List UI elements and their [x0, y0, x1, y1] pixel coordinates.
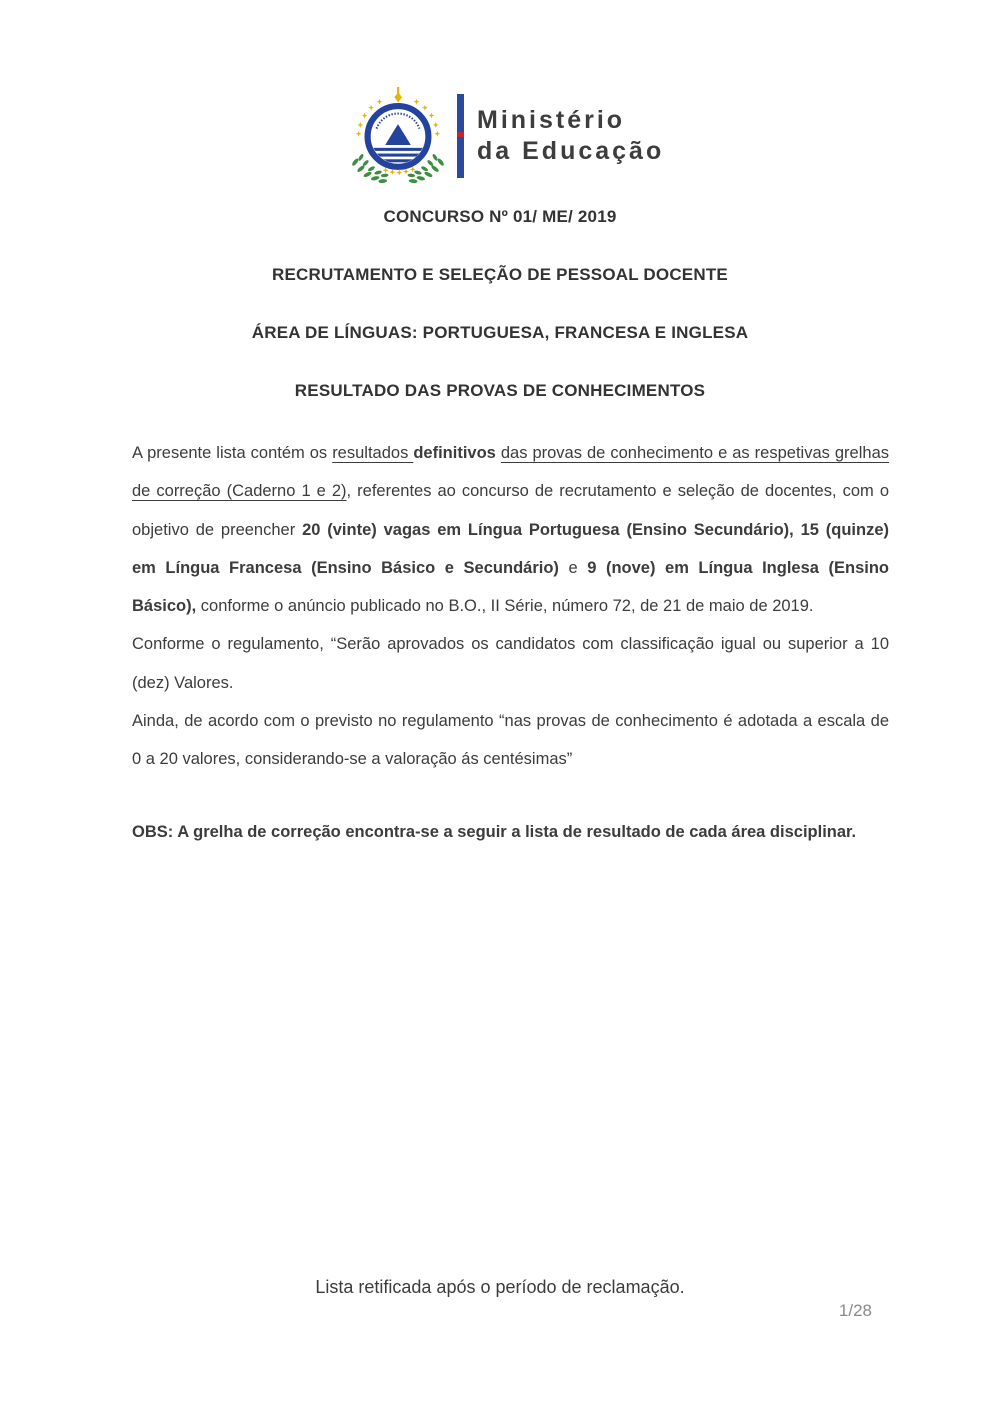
document-body — [132, 434, 889, 851]
paragraph-regulation-approval: Conforme o regulamento, “Serão aprovados os candidatos com classificação igual ou superior a 10 (dez) Valores. — [132, 635, 889, 692]
paragraph-obs: OBS: A grelha de correção encontra-se a seguir a lista de resultado de cada área disciplinar. — [132, 822, 857, 841]
page-number: 1/28 — [838, 1301, 872, 1320]
heading-resultado: RESULTADO DAS PROVAS DE CONHECIMENTOS — [294, 381, 706, 400]
plumb-bob-icon — [394, 87, 402, 102]
ministry-name — [477, 105, 664, 167]
ministry-name-line2: da Educação — [477, 136, 665, 165]
ministry-name-line1: Ministério — [477, 105, 626, 134]
heading-concurso: CONCURSO Nº 01/ ME/ 2019 — [383, 207, 617, 226]
cape-verde-emblem-icon — [341, 86, 455, 185]
paragraph-intro: A presente lista contém os resultados definitivos das provas de conhecimento e as respetivas grelhas de correção (Caderno 1 e 2), referentes ao concurso de recrutamento e seleção de docentes, com o objetivo de preencher 20 (vinte) vagas em Língua Portuguesa (Ensino Secundário), 15 (quinze) em Língua Francesa (Ensino Básico e Secundário) e 9 (nove) em Língua Inglesa (Ensino Básico), conforme o anúncio publicado no B.O., II Série, número 72, de 21 de maio de 2019. — [132, 444, 890, 616]
logo-divider-bar — [457, 94, 464, 178]
paragraph-regulation-scale: Ainda, de acordo com o previsto no regulamento “nas provas de conhecimento é adotada a escala de 0 a 20 valores, considerando-se a valoração ás centésimas” — [132, 712, 889, 769]
footer-note: Lista retificada após o período de reclamação. — [315, 1277, 685, 1297]
heading-area-linguas: ÁREA DE LÍNGUAS: PORTUGUESA, FRANCESA E INGLESA — [251, 323, 749, 342]
ministry-logo — [341, 86, 664, 185]
heading-recrutamento: RECRUTAMENTO E SELEÇÃO DE PESSOAL DOCENTE — [272, 265, 728, 284]
document-headings — [0, 206, 1000, 438]
